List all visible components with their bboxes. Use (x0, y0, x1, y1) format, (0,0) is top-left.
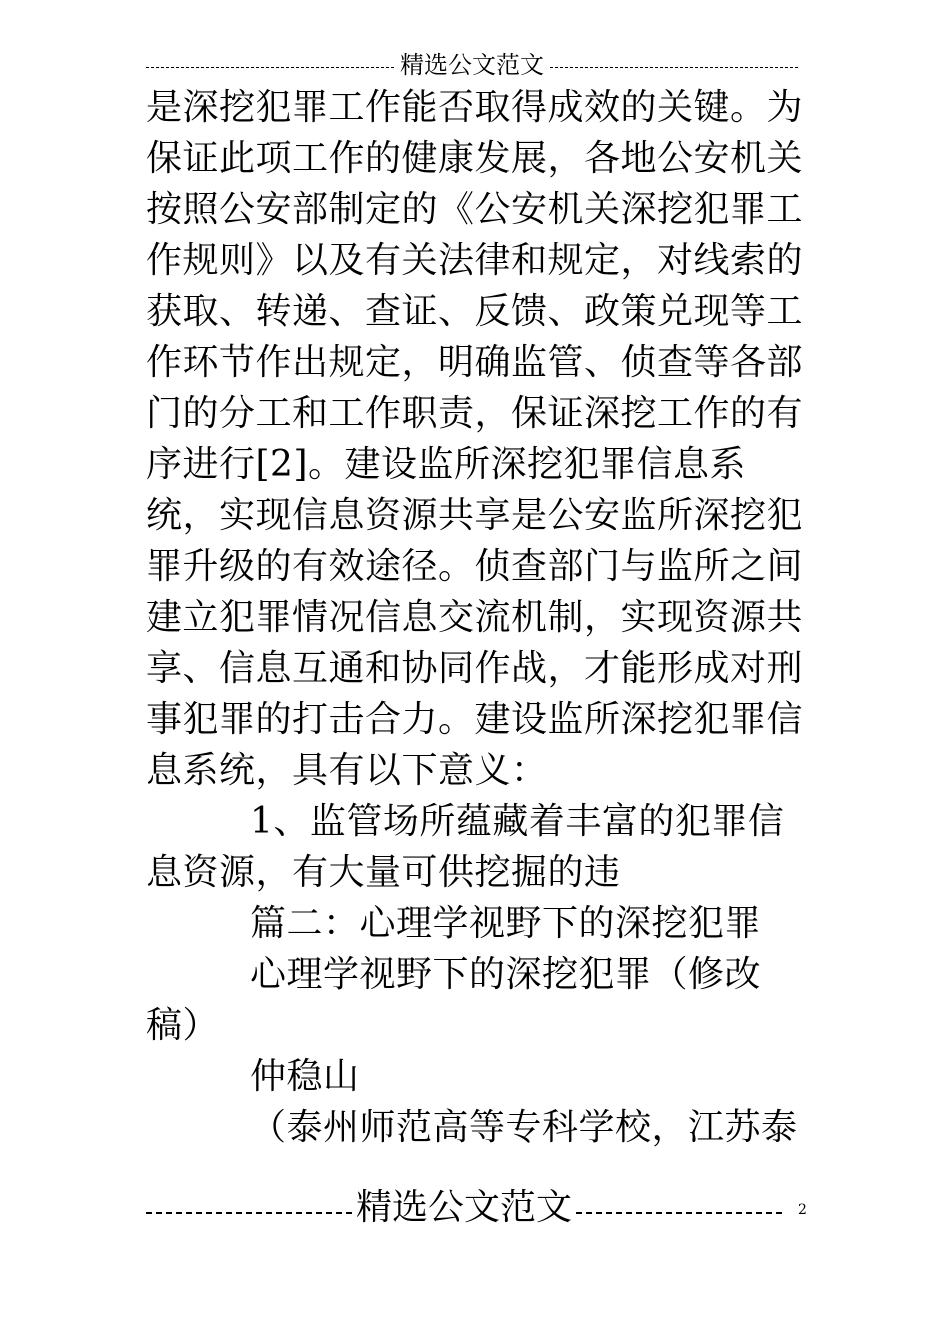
document-body (146, 82, 810, 1153)
header-dash-right (550, 67, 798, 68)
page-header (146, 50, 798, 80)
page-footer (146, 1186, 782, 1230)
header-title: 精选公文范文 (400, 51, 544, 79)
body-paragraph-1: 是深挖犯罪工作能否取得成效的关键。为保证此项工作的健康发展，各地公安机关按照公安部制定的《公安机关深挖犯罪工作规则》以及有关法律和规定，对线索的获取、转递、查证、反馈、政策兑现等工作环节作出规定，明确监管、侦查等各部门的分工和工作职责，保证深挖工作的有序进行[2]。建设监所深挖犯罪信息系统，实现信息资源共享是公安监所深挖犯罪升级的有效途径。侦查部门与监所之间建立犯罪情况信息交流机制，实现资源共享、信息互通和协同作战，才能形成对刑事犯罪的打击合力。建设监所深挖犯罪信息系统，具有以下意义： (146, 87, 804, 791)
body-paragraph-2: 1、监管场所蕴藏着丰富的犯罪信息资源，有大量可供挖掘的违 (146, 801, 785, 893)
footer-title: 精选公文范文 (356, 1187, 573, 1228)
header-dash-left (146, 67, 394, 68)
author-name: 仲稳山 (250, 1056, 360, 1097)
section-heading: 篇二：心理学视野下的深挖犯罪 (250, 903, 762, 944)
footer-dash-left (146, 1212, 352, 1214)
author-affiliation: （泰州师范高等专科学校，江苏泰 (250, 1107, 798, 1148)
article-title: 心理学视野下的深挖犯罪（修改稿） (146, 954, 762, 1046)
footer-dash-right (576, 1212, 782, 1214)
page-number: 2 (798, 1202, 807, 1218)
